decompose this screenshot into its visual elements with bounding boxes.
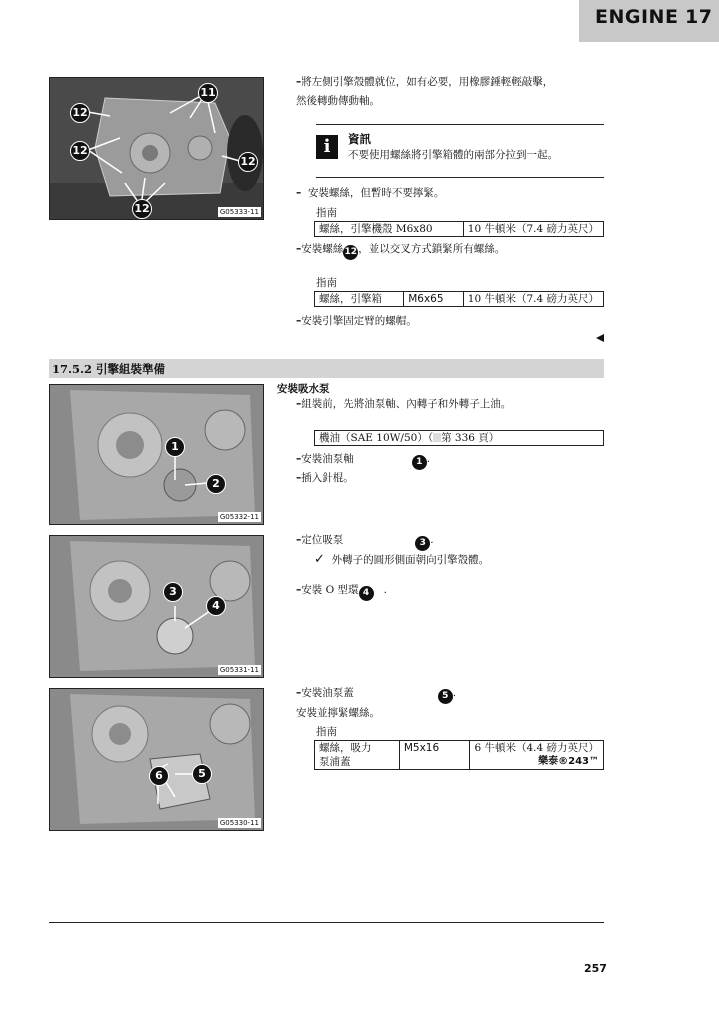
loctite-spec: 樂泰®243™ xyxy=(538,756,599,767)
section-header xyxy=(49,359,604,378)
info-bottom-rule xyxy=(316,177,604,178)
callout-1: 1 xyxy=(165,437,185,457)
info-top-rule xyxy=(316,124,604,125)
step-tighten-bolts: –安裝螺絲12，並以交叉方式鎖緊所有螺絲。 xyxy=(296,242,505,260)
page-number: 257 xyxy=(584,962,607,975)
step-num-3: 3 xyxy=(415,536,430,551)
step-num-12: 12 xyxy=(343,245,358,260)
spec2-value: 10 牛頓米（7.4 磅力英尺） xyxy=(463,292,603,307)
figure-code: G05330-11 xyxy=(219,819,259,827)
spec-table-pump-cover xyxy=(314,740,604,770)
spec-table-2 xyxy=(314,291,604,307)
chapter-header-tab xyxy=(579,0,719,42)
pump-rotor-photo-illustration xyxy=(50,536,263,677)
subheading-install-pump: 安裝吸水泵 xyxy=(277,383,330,395)
figure-oil-pump-shaft xyxy=(49,384,264,525)
figure-code: G05332-11 xyxy=(219,513,259,521)
step-tighten-cover-bolts: 安裝並擰緊螺絲。 xyxy=(296,707,380,719)
figure-code: G05331-11 xyxy=(219,666,259,674)
pump-spec-value: 6 牛頓米（4.4 磅力英尺） 樂泰®243™ xyxy=(470,741,604,770)
step-install-pump-cover: –安裝油泵蓋 5 . xyxy=(296,686,456,704)
oil-spec: 機油（SAE 10W/50）（ 第 336 頁） xyxy=(315,431,604,446)
callout-5: 5 xyxy=(192,764,212,784)
pump-spec-size: M5x16 xyxy=(399,741,470,770)
figure-crankcase-bolts xyxy=(49,77,264,220)
guide-label-pump: 指南 xyxy=(316,726,337,738)
pump-cover-photo-illustration xyxy=(50,689,263,830)
step-insert-needle-roller: –插入針棍。 xyxy=(296,472,354,484)
chapter-title: ENGINE xyxy=(595,6,679,28)
callout-12-left-top: 12 xyxy=(70,103,90,123)
callout-12-right: 12 xyxy=(238,152,258,172)
info-title: 資訊 xyxy=(348,132,371,146)
callout-12-bottom: 12 xyxy=(132,199,152,219)
step-install-left-case: –將左側引擎殼體就位，如有必要，用橡膠錘輕輕敲擊， xyxy=(296,76,554,88)
step-oil-parts: –組裝前，先將油泵軸、內轉子和外轉子上油。 xyxy=(296,398,512,410)
callout-2: 2 xyxy=(206,474,226,494)
chapter-number: 17 xyxy=(685,6,713,28)
info-icon: i xyxy=(316,135,338,159)
spec2-size: M6x65 xyxy=(404,292,464,307)
callout-4: 4 xyxy=(206,596,226,616)
callout-3: 3 xyxy=(163,582,183,602)
figure-code: G05333-11 xyxy=(219,208,259,216)
check-outer-rotor: ✓ 外轉子的圓形側面朝向引擎殼體。 xyxy=(314,552,490,567)
spec1-value: 10 牛頓米（7.4 磅力英尺） xyxy=(463,222,603,237)
section-title: 17.5.2 引擎組裝準備 xyxy=(52,362,166,376)
figure-pump-cover xyxy=(49,688,264,831)
spec-table-oil xyxy=(314,430,604,446)
callout-6: 6 xyxy=(149,766,169,786)
info-text: 不要使用螺絲將引擎箱體的兩部分拉到一起。 xyxy=(348,149,558,161)
footer-rule xyxy=(49,922,604,923)
page-ref-icon xyxy=(433,433,441,442)
step-num-4: 4 xyxy=(359,586,374,601)
guide-label-1: 指南 xyxy=(316,207,337,219)
step-num-1: 1 xyxy=(412,455,427,470)
pump-shaft-photo-illustration xyxy=(50,385,263,524)
step-install-mount-nut: –安裝引擎固定臂的螺帽。 xyxy=(296,315,417,327)
step-install-pump-shaft: –安裝油泵軸 1 . xyxy=(296,452,430,470)
step-position-pump: –定位吸泵 3 . xyxy=(296,533,434,551)
guide-label-2: 指南 xyxy=(316,277,337,289)
spec-table-1 xyxy=(314,221,604,237)
step-install-left-case-cont: 然後轉動傳動軸。 xyxy=(296,95,380,107)
end-of-section-marker xyxy=(596,334,604,342)
figure-pump-rotor xyxy=(49,535,264,678)
check-icon: ✓ xyxy=(314,552,325,567)
pump-spec-item: 螺絲，吸力 泵浦蓋 xyxy=(315,741,400,770)
callout-11: 11 xyxy=(198,83,218,103)
callout-12-left-mid: 12 xyxy=(70,141,90,161)
step-install-o-ring: –安裝 O 型環 4 . xyxy=(296,583,387,601)
spec1-item: 螺絲，引擎機殼 M6x80 xyxy=(315,222,464,237)
spec2-item: 螺絲，引擎箱 xyxy=(315,292,404,307)
step-install-bolts-loose: – 安裝螺絲，但暫時不要擰緊。 xyxy=(296,187,445,199)
step-num-5: 5 xyxy=(438,689,453,704)
